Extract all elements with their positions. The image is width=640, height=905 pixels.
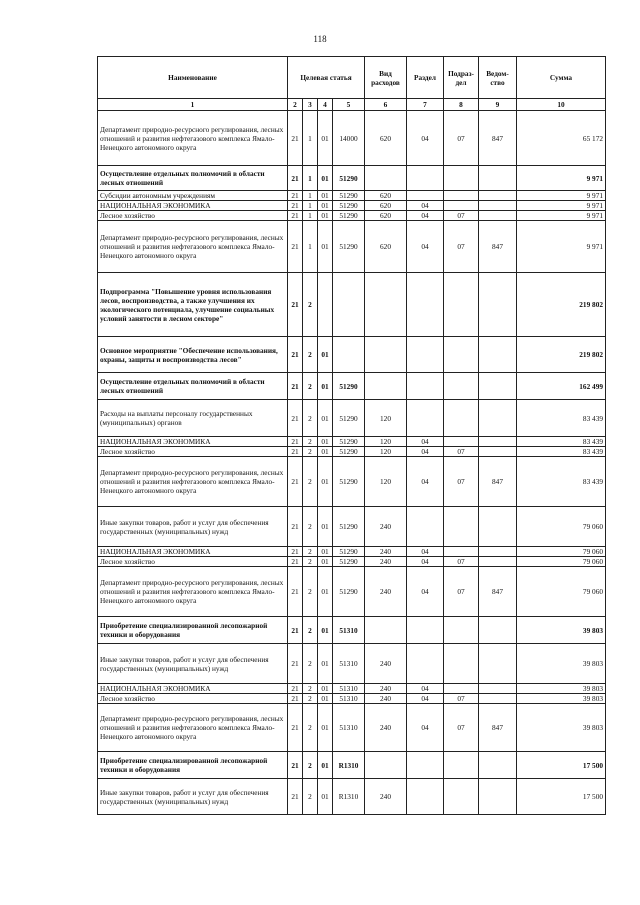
table-row (98, 437, 606, 447)
subsection (444, 684, 479, 694)
target-code-2: 1 (303, 166, 318, 191)
row-name: Основное мероприятие "Обеспечение использования, охраны, защиты и воспроизводства лесов" (98, 337, 288, 373)
target-code-2: 2 (303, 507, 318, 547)
row-name: Осуществление отдельных полномочий в области лесных отношений (98, 373, 288, 400)
target-code-1: 21 (288, 547, 303, 557)
row-name: Лесное хозяйство (98, 694, 288, 704)
department (479, 447, 517, 457)
table-row (98, 779, 606, 815)
subsection (444, 752, 479, 779)
target-code-3: 01 (318, 211, 333, 221)
target-code-1: 21 (288, 704, 303, 752)
amount: 39 803 (517, 644, 606, 684)
subsection (444, 191, 479, 201)
subsection (444, 779, 479, 815)
expense-type: 120 (365, 437, 407, 447)
department: 847 (479, 221, 517, 273)
col-number: 3 (303, 99, 318, 111)
target-code-4: 51310 (333, 694, 365, 704)
row-name: Лесное хозяйство (98, 211, 288, 221)
department (479, 779, 517, 815)
col-number: 9 (479, 99, 517, 111)
subsection: 07 (444, 704, 479, 752)
target-code-4 (333, 273, 365, 337)
target-code-4: 51310 (333, 644, 365, 684)
table-row (98, 373, 606, 400)
amount: 39 803 (517, 704, 606, 752)
col-number: 1 (98, 99, 288, 111)
amount: 17 500 (517, 779, 606, 815)
expense-type: 240 (365, 704, 407, 752)
row-name: Осуществление отдельных полномочий в области лесных отношений (98, 166, 288, 191)
subsection: 07 (444, 567, 479, 617)
table-row (98, 273, 606, 337)
row-name: НАЦИОНАЛЬНАЯ ЭКОНОМИКА (98, 547, 288, 557)
target-code-1: 21 (288, 457, 303, 507)
target-code-1: 21 (288, 779, 303, 815)
target-code-1: 21 (288, 191, 303, 201)
target-code-1: 21 (288, 507, 303, 547)
col-number: 5 (333, 99, 365, 111)
header-type: Вид расходов (365, 57, 407, 99)
table-row (98, 567, 606, 617)
expense-type (365, 273, 407, 337)
target-code-2: 2 (303, 752, 318, 779)
subsection: 07 (444, 694, 479, 704)
section (407, 337, 444, 373)
target-code-3: 01 (318, 221, 333, 273)
subsection: 07 (444, 221, 479, 273)
target-code-1: 21 (288, 567, 303, 617)
target-code-2: 2 (303, 779, 318, 815)
row-name: НАЦИОНАЛЬНАЯ ЭКОНОМИКА (98, 201, 288, 211)
row-name: НАЦИОНАЛЬНАЯ ЭКОНОМИКА (98, 684, 288, 694)
target-code-3: 01 (318, 779, 333, 815)
target-code-4: 51290 (333, 567, 365, 617)
amount: 9 971 (517, 221, 606, 273)
expense-type: 240 (365, 567, 407, 617)
target-code-3 (318, 273, 333, 337)
target-code-1: 21 (288, 447, 303, 457)
target-code-4: 51290 (333, 400, 365, 437)
table-row (98, 166, 606, 191)
department: 847 (479, 567, 517, 617)
expense-type: 240 (365, 557, 407, 567)
expense-type (365, 337, 407, 373)
table-row (98, 752, 606, 779)
target-code-3: 01 (318, 447, 333, 457)
table-row (98, 457, 606, 507)
target-code-2: 2 (303, 457, 318, 507)
row-name: Лесное хозяйство (98, 447, 288, 457)
expense-type (365, 373, 407, 400)
amount: 83 439 (517, 437, 606, 447)
target-code-4: 51310 (333, 617, 365, 644)
target-code-3: 01 (318, 752, 333, 779)
target-code-1: 21 (288, 273, 303, 337)
target-code-2: 2 (303, 617, 318, 644)
expense-type (365, 752, 407, 779)
table-row (98, 111, 606, 166)
target-code-2: 1 (303, 201, 318, 211)
target-code-1: 21 (288, 644, 303, 684)
table-row (98, 191, 606, 201)
table-row (98, 221, 606, 273)
target-code-3: 01 (318, 644, 333, 684)
expense-type: 620 (365, 211, 407, 221)
subsection (444, 273, 479, 337)
target-code-1: 21 (288, 211, 303, 221)
target-code-3: 01 (318, 567, 333, 617)
target-code-1: 21 (288, 166, 303, 191)
target-code-3: 01 (318, 111, 333, 166)
section (407, 644, 444, 684)
amount: 9 971 (517, 191, 606, 201)
department: 847 (479, 457, 517, 507)
section: 04 (407, 111, 444, 166)
target-code-2: 2 (303, 694, 318, 704)
amount: 83 439 (517, 447, 606, 457)
amount: 39 803 (517, 684, 606, 694)
target-code-3: 01 (318, 557, 333, 567)
department (479, 166, 517, 191)
target-code-1: 21 (288, 400, 303, 437)
department (479, 557, 517, 567)
table-row (98, 400, 606, 437)
header-row (98, 57, 606, 99)
section: 04 (407, 567, 444, 617)
target-code-3: 01 (318, 400, 333, 437)
target-code-4 (333, 337, 365, 373)
target-code-2: 2 (303, 644, 318, 684)
target-code-1: 21 (288, 373, 303, 400)
row-name: Лесное хозяйство (98, 557, 288, 567)
section (407, 617, 444, 644)
target-code-4: R1310 (333, 779, 365, 815)
table-row (98, 644, 606, 684)
table-row (98, 211, 606, 221)
amount: 9 971 (517, 201, 606, 211)
budget-table (97, 56, 606, 815)
row-name: Департамент природно-ресурсного регулирования, лесных отношений и развития нефтегазового комплекса Ямало-Ненецкого автономного округа (98, 704, 288, 752)
header-subsection: Подраз-дел (444, 57, 479, 99)
department (479, 373, 517, 400)
expense-type (365, 617, 407, 644)
subsection (444, 547, 479, 557)
subsection (444, 201, 479, 211)
expense-type: 620 (365, 111, 407, 166)
table-row (98, 694, 606, 704)
target-code-3: 01 (318, 191, 333, 201)
expense-type: 620 (365, 191, 407, 201)
amount: 162 499 (517, 373, 606, 400)
row-name: Иные закупки товаров, работ и услуг для обеспечения государственных (муниципальных) нужд (98, 644, 288, 684)
target-code-1: 21 (288, 201, 303, 211)
department (479, 684, 517, 694)
target-code-4: 51290 (333, 557, 365, 567)
row-name: НАЦИОНАЛЬНАЯ ЭКОНОМИКА (98, 437, 288, 447)
target-code-1: 21 (288, 752, 303, 779)
amount: 9 971 (517, 166, 606, 191)
target-code-4: 51290 (333, 201, 365, 211)
section: 04 (407, 694, 444, 704)
target-code-2: 2 (303, 437, 318, 447)
expense-type: 240 (365, 644, 407, 684)
target-code-3: 01 (318, 437, 333, 447)
section (407, 373, 444, 400)
section (407, 752, 444, 779)
target-code-4: 51290 (333, 211, 365, 221)
target-code-2: 1 (303, 191, 318, 201)
target-code-4: 14000 (333, 111, 365, 166)
target-code-3: 01 (318, 373, 333, 400)
department: 847 (479, 704, 517, 752)
target-code-2: 1 (303, 111, 318, 166)
target-code-1: 21 (288, 557, 303, 567)
row-name: Приобретение специализированной лесопожарной техники и оборудования (98, 617, 288, 644)
department (479, 191, 517, 201)
header-section: Раздел (407, 57, 444, 99)
section (407, 166, 444, 191)
target-code-4: 51290 (333, 166, 365, 191)
target-code-2: 2 (303, 557, 318, 567)
subsection (444, 373, 479, 400)
page-number: 118 (313, 34, 327, 44)
target-code-2: 2 (303, 337, 318, 373)
header-target: Целевая статья (288, 57, 365, 99)
row-name: Субсидии автономным учреждениям (98, 191, 288, 201)
col-number: 4 (318, 99, 333, 111)
header-sum: Сумма (517, 57, 606, 99)
expense-type: 240 (365, 779, 407, 815)
target-code-4: 51290 (333, 437, 365, 447)
expense-type: 120 (365, 457, 407, 507)
expense-type: 240 (365, 684, 407, 694)
subsection: 07 (444, 447, 479, 457)
target-code-4: R1310 (333, 752, 365, 779)
table-row (98, 557, 606, 567)
row-name: Расходы на выплаты персоналу государственных (муниципальных) органов (98, 400, 288, 437)
target-code-1: 21 (288, 337, 303, 373)
subsection: 07 (444, 457, 479, 507)
expense-type: 240 (365, 547, 407, 557)
expense-type: 240 (365, 507, 407, 547)
table-row (98, 507, 606, 547)
subsection (444, 400, 479, 437)
target-code-2: 2 (303, 567, 318, 617)
department (479, 437, 517, 447)
subsection (444, 507, 479, 547)
amount: 219 802 (517, 273, 606, 337)
header-dept: Ведом-ство (479, 57, 517, 99)
expense-type: 240 (365, 694, 407, 704)
target-code-2: 2 (303, 684, 318, 694)
table-row (98, 547, 606, 557)
expense-type (365, 166, 407, 191)
subsection (444, 617, 479, 644)
target-code-2: 2 (303, 447, 318, 457)
target-code-1: 21 (288, 694, 303, 704)
amount: 39 803 (517, 694, 606, 704)
section (407, 507, 444, 547)
target-code-1: 21 (288, 684, 303, 694)
expense-type: 120 (365, 447, 407, 457)
department (479, 211, 517, 221)
amount: 65 172 (517, 111, 606, 166)
section: 04 (407, 437, 444, 447)
table-body (98, 111, 606, 815)
target-code-2: 1 (303, 211, 318, 221)
row-name: Приобретение специализированной лесопожарной техники и оборудования (98, 752, 288, 779)
target-code-2: 2 (303, 373, 318, 400)
target-code-2: 2 (303, 547, 318, 557)
amount: 79 060 (517, 547, 606, 557)
target-code-4: 51310 (333, 684, 365, 694)
department (479, 400, 517, 437)
section (407, 400, 444, 437)
row-name: Департамент природно-ресурсного регулирования, лесных отношений и развития нефтегазового комплекса Ямало-Ненецкого автономного округа (98, 111, 288, 166)
department (479, 273, 517, 337)
table-row (98, 617, 606, 644)
table-row (98, 684, 606, 694)
row-name: Подпрограмма "Повышение уровня использования лесов, воспроизводства, а также улучшения их экологического потенциала, улучшение социальных условий занятости в лесном секторе" (98, 273, 288, 337)
amount: 79 060 (517, 507, 606, 547)
amount: 83 439 (517, 400, 606, 437)
row-name: Департамент природно-ресурсного регулирования, лесных отношений и развития нефтегазового комплекса Ямало-Ненецкого автономного округа (98, 457, 288, 507)
section (407, 191, 444, 201)
col-number: 6 (365, 99, 407, 111)
row-name: Департамент природно-ресурсного регулирования, лесных отношений и развития нефтегазового комплекса Ямало-Ненецкого автономного округа (98, 221, 288, 273)
target-code-1: 21 (288, 437, 303, 447)
section: 04 (407, 447, 444, 457)
amount: 9 971 (517, 211, 606, 221)
amount: 83 439 (517, 457, 606, 507)
department (479, 694, 517, 704)
header-name: Наименование (98, 57, 288, 99)
column-number-row (98, 99, 606, 111)
section: 04 (407, 221, 444, 273)
expense-type: 620 (365, 221, 407, 273)
section: 04 (407, 704, 444, 752)
target-code-3: 01 (318, 704, 333, 752)
target-code-3: 01 (318, 337, 333, 373)
section (407, 779, 444, 815)
target-code-3: 01 (318, 166, 333, 191)
target-code-4: 51290 (333, 547, 365, 557)
target-code-2: 2 (303, 704, 318, 752)
table-row (98, 704, 606, 752)
target-code-4: 51290 (333, 507, 365, 547)
subsection: 07 (444, 211, 479, 221)
target-code-1: 21 (288, 111, 303, 166)
col-number: 2 (288, 99, 303, 111)
subsection (444, 337, 479, 373)
department (479, 201, 517, 211)
table-row (98, 337, 606, 373)
amount: 17 500 (517, 752, 606, 779)
target-code-4: 51290 (333, 373, 365, 400)
target-code-1: 21 (288, 617, 303, 644)
target-code-2: 2 (303, 400, 318, 437)
subsection (444, 644, 479, 684)
subsection: 07 (444, 111, 479, 166)
subsection (444, 166, 479, 191)
target-code-4: 51290 (333, 191, 365, 201)
target-code-4: 51290 (333, 447, 365, 457)
row-name: Иные закупки товаров, работ и услуг для обеспечения государственных (муниципальных) нужд (98, 507, 288, 547)
col-number: 8 (444, 99, 479, 111)
target-code-4: 51290 (333, 457, 365, 507)
department (479, 547, 517, 557)
expense-type: 620 (365, 201, 407, 211)
target-code-3: 01 (318, 457, 333, 507)
subsection: 07 (444, 557, 479, 567)
amount: 219 802 (517, 337, 606, 373)
target-code-2: 2 (303, 273, 318, 337)
target-code-3: 01 (318, 694, 333, 704)
amount: 79 060 (517, 567, 606, 617)
department (479, 752, 517, 779)
section: 04 (407, 547, 444, 557)
department (479, 644, 517, 684)
expense-type: 120 (365, 400, 407, 437)
target-code-4: 51290 (333, 221, 365, 273)
department (479, 337, 517, 373)
section: 04 (407, 211, 444, 221)
department (479, 507, 517, 547)
subsection (444, 437, 479, 447)
table-row (98, 447, 606, 457)
col-number: 10 (517, 99, 606, 111)
section: 04 (407, 457, 444, 507)
target-code-3: 01 (318, 507, 333, 547)
row-name: Иные закупки товаров, работ и услуг для обеспечения государственных (муниципальных) нужд (98, 779, 288, 815)
amount: 39 803 (517, 617, 606, 644)
target-code-2: 1 (303, 221, 318, 273)
row-name: Департамент природно-ресурсного регулирования, лесных отношений и развития нефтегазового комплекса Ямало-Ненецкого автономного округа (98, 567, 288, 617)
section: 04 (407, 557, 444, 567)
department (479, 617, 517, 644)
target-code-3: 01 (318, 684, 333, 694)
section (407, 273, 444, 337)
target-code-1: 21 (288, 221, 303, 273)
col-number: 7 (407, 99, 444, 111)
amount: 79 060 (517, 557, 606, 567)
target-code-3: 01 (318, 201, 333, 211)
table-row (98, 201, 606, 211)
section: 04 (407, 684, 444, 694)
target-code-4: 51310 (333, 704, 365, 752)
department: 847 (479, 111, 517, 166)
target-code-3: 01 (318, 547, 333, 557)
target-code-3: 01 (318, 617, 333, 644)
section: 04 (407, 201, 444, 211)
